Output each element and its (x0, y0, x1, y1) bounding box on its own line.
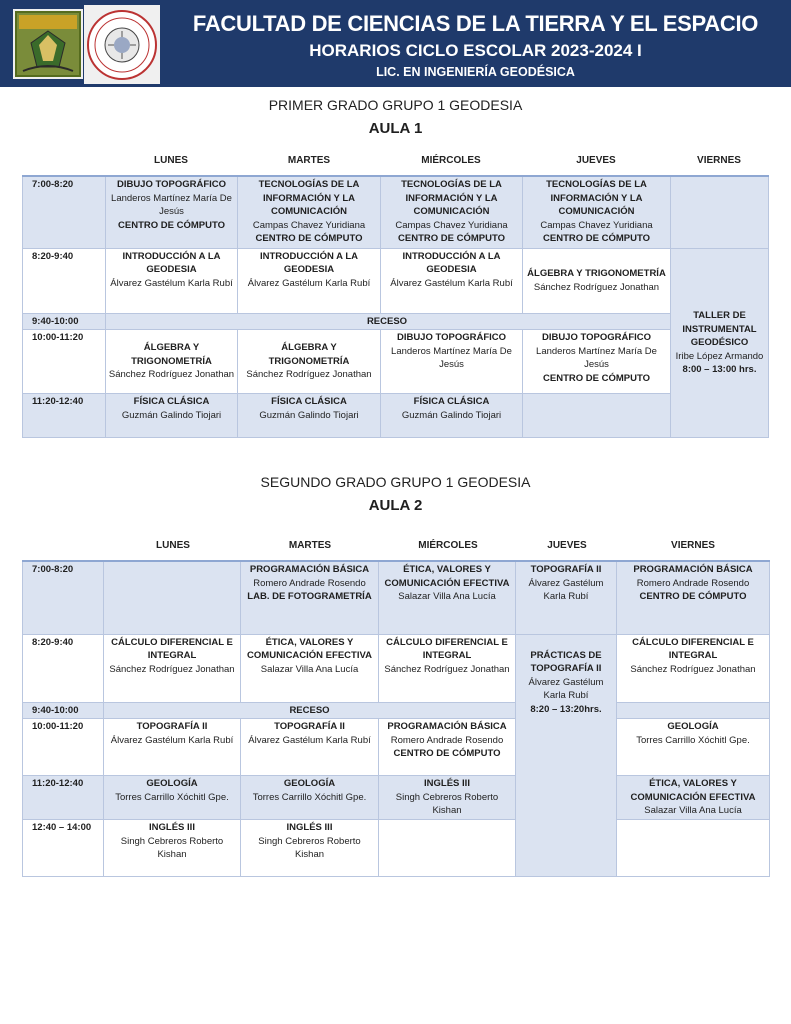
teacher: Torres Carrillo Xóchitl Gpe. (115, 791, 229, 803)
subject: PROGRAMACIÓN BÁSICA (633, 564, 753, 575)
group-title-2: SEGUNDO GRADO GRUPO 1 GEODESIA (260, 474, 531, 490)
teacher: Álvarez Gastélum Karla Rubí (247, 277, 371, 289)
teacher: Landeros Martínez María De Jesús (536, 345, 657, 370)
time-cell: 10:00-11:20 (23, 330, 106, 394)
teacher: Sánchez Rodríguez Jonathan (533, 281, 660, 293)
room: CENTRO DE CÓMPUTO (255, 233, 363, 244)
subject: INGLÉS III (286, 822, 333, 833)
empty-cell (523, 394, 671, 438)
subject: ÉTICA, VALORES Y COMUNICACIÓN EFECTIVA (384, 564, 510, 589)
class-cell (516, 561, 617, 634)
empty-cell (104, 561, 241, 634)
day-label: LUNES (154, 155, 188, 166)
teacher: Sánchez Rodríguez Jonathan (384, 663, 510, 675)
class-cell (617, 634, 770, 702)
table-row (23, 776, 770, 820)
subject: GEOLOGÍA (667, 721, 719, 732)
friday-workshop-cell (671, 248, 769, 438)
subject: DIBUJO TOPOGRÁFICO (116, 179, 227, 190)
subject: GEOLOGÍA (283, 778, 336, 789)
class-cell (238, 248, 381, 313)
faculty-seal (84, 5, 160, 84)
empty-cell (379, 820, 516, 877)
teacher: Landeros Martínez María De Jesús (111, 192, 232, 217)
subject: ÉTICA, VALORES Y COMUNICACIÓN EFECTIVA (247, 636, 372, 661)
subject: DIBUJO TOPOGRÁFICO (541, 332, 652, 343)
class-cell (106, 176, 238, 248)
teacher: Álvarez Gastélum Karla Rubí (390, 277, 513, 289)
teacher: Campas Chavez Yuridiana (395, 219, 508, 231)
subject: DIBUJO TOPOGRÁFICO (396, 332, 507, 343)
day-label: LUNES (156, 540, 190, 551)
teacher: Singh Cebreros Roberto Kishan (395, 791, 499, 816)
table-row (23, 313, 769, 330)
class-cell (241, 719, 379, 776)
class-cell (617, 719, 770, 776)
class-cell (523, 248, 671, 313)
empty-cell (617, 702, 770, 719)
class-cell (241, 820, 379, 877)
class-cell (104, 634, 241, 702)
class-cell (381, 330, 523, 394)
subject: PROGRAMACIÓN BÁSICA (387, 721, 507, 732)
teacher: Sánchez Rodríguez Jonathan (246, 369, 372, 381)
room: CENTRO DE CÓMPUTO (639, 591, 747, 602)
table-row (23, 394, 769, 438)
teacher: Iribe López Armando (675, 350, 764, 362)
subject: FÍSICA CLÁSICA (133, 396, 210, 407)
hours: 8:00 – 13:00 hrs. (682, 364, 757, 375)
table-row (23, 248, 769, 313)
class-cell (379, 634, 516, 702)
table-row (23, 634, 770, 702)
subject: FÍSICA CLÁSICA (413, 396, 490, 407)
day-label: VIERNES (671, 540, 715, 551)
class-cell (106, 248, 238, 313)
subject: CÁLCULO DIFERENCIAL E INTEGRAL (386, 636, 508, 661)
subject: ÁLGEBRA Y TRIGONOMETRÍA (131, 342, 212, 367)
subject: INTRODUCCIÓN A LA GEODESIA (260, 250, 358, 275)
time-cell: 11:20-12:40 (23, 776, 104, 820)
teacher: Salazar Villa Ana Lucía (260, 663, 359, 675)
day-label: MIÉRCOLES (421, 155, 481, 166)
teacher: Sánchez Rodríguez Jonathan (630, 663, 756, 675)
teacher: Singh Cebreros Roberto Kishan (258, 835, 361, 860)
table-row (23, 702, 770, 719)
class-cell (379, 776, 516, 820)
room: CENTRO DE CÓMPUTO (118, 219, 225, 231)
teacher: Álvarez Gastélum Karla Rubí (528, 577, 604, 602)
university-logo (13, 9, 83, 79)
time-cell: 7:00-8:20 (23, 176, 106, 248)
teacher: Romero Andrade Rosendo (636, 577, 750, 589)
time-cell: 11:20-12:40 (23, 394, 106, 438)
teacher: Salazar Villa Ana Lucía (398, 591, 496, 602)
subject: CÁLCULO DIFERENCIAL E INTEGRAL (111, 636, 233, 661)
header-banner (0, 0, 791, 87)
teacher: Sánchez Rodríguez Jonathan (108, 369, 235, 381)
room: CENTRO DE CÓMPUTO (543, 233, 650, 244)
teacher: Álvarez Gastélum Karla Rubí (110, 734, 234, 746)
empty-cell (671, 176, 769, 248)
room: CENTRO DE CÓMPUTO (398, 233, 505, 244)
teacher: Torres Carrillo Xóchitl Gpe. (636, 734, 750, 746)
teacher: Campas Chavez Yuridiana (252, 219, 366, 231)
time-cell: 10:00-11:20 (23, 719, 104, 776)
class-cell (381, 394, 523, 438)
subject: TOPOGRAFÍA II (530, 564, 602, 575)
subject: ÁLGEBRA Y TRIGONOMETRÍA (527, 268, 666, 279)
room: CENTRO DE CÓMPUTO (393, 748, 501, 759)
day-label: MIÉRCOLES (418, 540, 478, 551)
subject: FÍSICA CLÁSICA (271, 396, 347, 407)
table-row (23, 561, 770, 634)
day-label: MARTES (287, 155, 331, 166)
teacher: Guzmán Galindo Tiojari (401, 409, 502, 421)
empty-cell (617, 820, 770, 877)
time-cell: 8:20-9:40 (23, 634, 104, 702)
class-cell (379, 719, 516, 776)
class-cell (104, 776, 241, 820)
class-cell (241, 561, 379, 634)
subject: PRÁCTICAS DE TOPOGRAFÍA II (530, 649, 602, 674)
faculty-title: FACULTAD DE CIENCIAS DE LA TIERRA Y EL ESPACIO (192, 11, 759, 36)
subject: ÁLGEBRA Y TRIGONOMETRÍA (268, 342, 350, 367)
day-label: JUEVES (547, 540, 587, 551)
subject: TOPOGRAFÍA II (274, 721, 345, 732)
time-cell: 12:40 – 14:00 (23, 820, 104, 877)
teacher: Landeros Martínez María De Jesús (391, 345, 512, 370)
recess-cell: RECESO (106, 313, 671, 330)
teacher: Campas Chavez Yuridiana (540, 219, 653, 231)
subject: INGLÉS III (149, 822, 195, 833)
teacher: Álvarez Gastélum Karla Rubí (248, 734, 371, 746)
class-cell (617, 776, 770, 820)
subject: CÁLCULO DIFERENCIAL E INTEGRAL (632, 636, 754, 661)
subject: TECNOLOGÍAS DE LA INFORMACIÓN Y LA COMUNICACIÓN (546, 179, 647, 217)
class-cell (241, 634, 379, 702)
subject: PROGRAMACIÓN BÁSICA (249, 564, 370, 575)
teacher: Salazar Villa Ana Lucía (644, 805, 742, 816)
class-cell (381, 176, 523, 248)
class-cell (523, 176, 671, 248)
subject: GEOLOGÍA (146, 778, 198, 789)
subject: INTRODUCCIÓN A LA GEODESIA (122, 250, 221, 275)
time-cell: 8:20-9:40 (23, 248, 106, 313)
aula-title-1: AULA 1 (368, 120, 423, 137)
class-cell (106, 394, 238, 438)
class-cell (617, 561, 770, 634)
aula-title-2: AULA 2 (368, 497, 423, 514)
class-cell (381, 248, 523, 313)
time-cell: 9:40-10:00 (23, 702, 104, 719)
teacher: Romero Andrade Rosendo (253, 577, 366, 589)
class-cell (523, 330, 671, 394)
time-cell: 9:40-10:00 (23, 313, 106, 330)
schedule-table-2 (22, 560, 770, 877)
program-title: LIC. EN INGENIERÍA GEODÉSICA (376, 65, 575, 79)
hours: 8:20 – 13:20hrs. (530, 703, 602, 715)
subject: TECNOLOGÍAS DE LA INFORMACIÓN Y LA COMUNICACIÓN (258, 179, 360, 217)
class-cell (238, 330, 381, 394)
table-row (23, 719, 770, 776)
table-row (23, 176, 769, 248)
room: LAB. DE FOTOGRAMETRÍA (247, 591, 372, 602)
teacher: Sánchez Rodríguez Jonathan (109, 663, 235, 675)
class-cell (241, 776, 379, 820)
teacher: Torres Carrillo Xóchitl Gpe. (252, 791, 367, 803)
room: CENTRO DE CÓMPUTO (543, 372, 650, 384)
teacher: Guzmán Galindo Tiojari (121, 409, 222, 421)
thursday-practice-cell (516, 634, 617, 877)
table-row (23, 330, 769, 394)
teacher: Guzmán Galindo Tiojari (259, 409, 359, 421)
class-cell (106, 330, 238, 394)
class-cell (104, 820, 241, 877)
cycle-title: HORARIOS CICLO ESCOLAR 2023-2024 I (309, 41, 642, 60)
day-label: JUEVES (576, 155, 616, 166)
subject: TOPOGRAFÍA II (136, 721, 208, 732)
subject: TECNOLOGÍAS DE LA INFORMACIÓN Y LA COMUNICACIÓN (401, 179, 502, 217)
class-cell (238, 394, 381, 438)
subject: INTRODUCCIÓN A LA GEODESIA (402, 250, 501, 275)
day-label: MARTES (288, 540, 332, 551)
day-label: VIERNES (697, 155, 741, 166)
class-cell (104, 719, 241, 776)
class-cell (379, 561, 516, 634)
recess-cell: RECESO (104, 702, 516, 719)
time-cell: 7:00-8:20 (23, 561, 104, 634)
schedule-table-1 (22, 175, 769, 438)
class-cell (238, 176, 381, 248)
teacher: Álvarez Gastélum Karla Rubí (110, 277, 233, 289)
teacher: Singh Cebreros Roberto Kishan (120, 835, 224, 860)
subject: TALLER DE INSTRUMENTAL GEODÉSICO (682, 310, 757, 348)
teacher: Álvarez Gastélum Karla Rubí (528, 676, 604, 701)
table-row (23, 820, 770, 877)
subject: ÉTICA, VALORES Y COMUNICACIÓN EFECTIVA (630, 778, 756, 803)
group-title-1: PRIMER GRADO GRUPO 1 GEODESIA (268, 97, 523, 113)
teacher: Romero Andrade Rosendo (390, 734, 504, 746)
subject: INGLÉS III (424, 778, 470, 789)
